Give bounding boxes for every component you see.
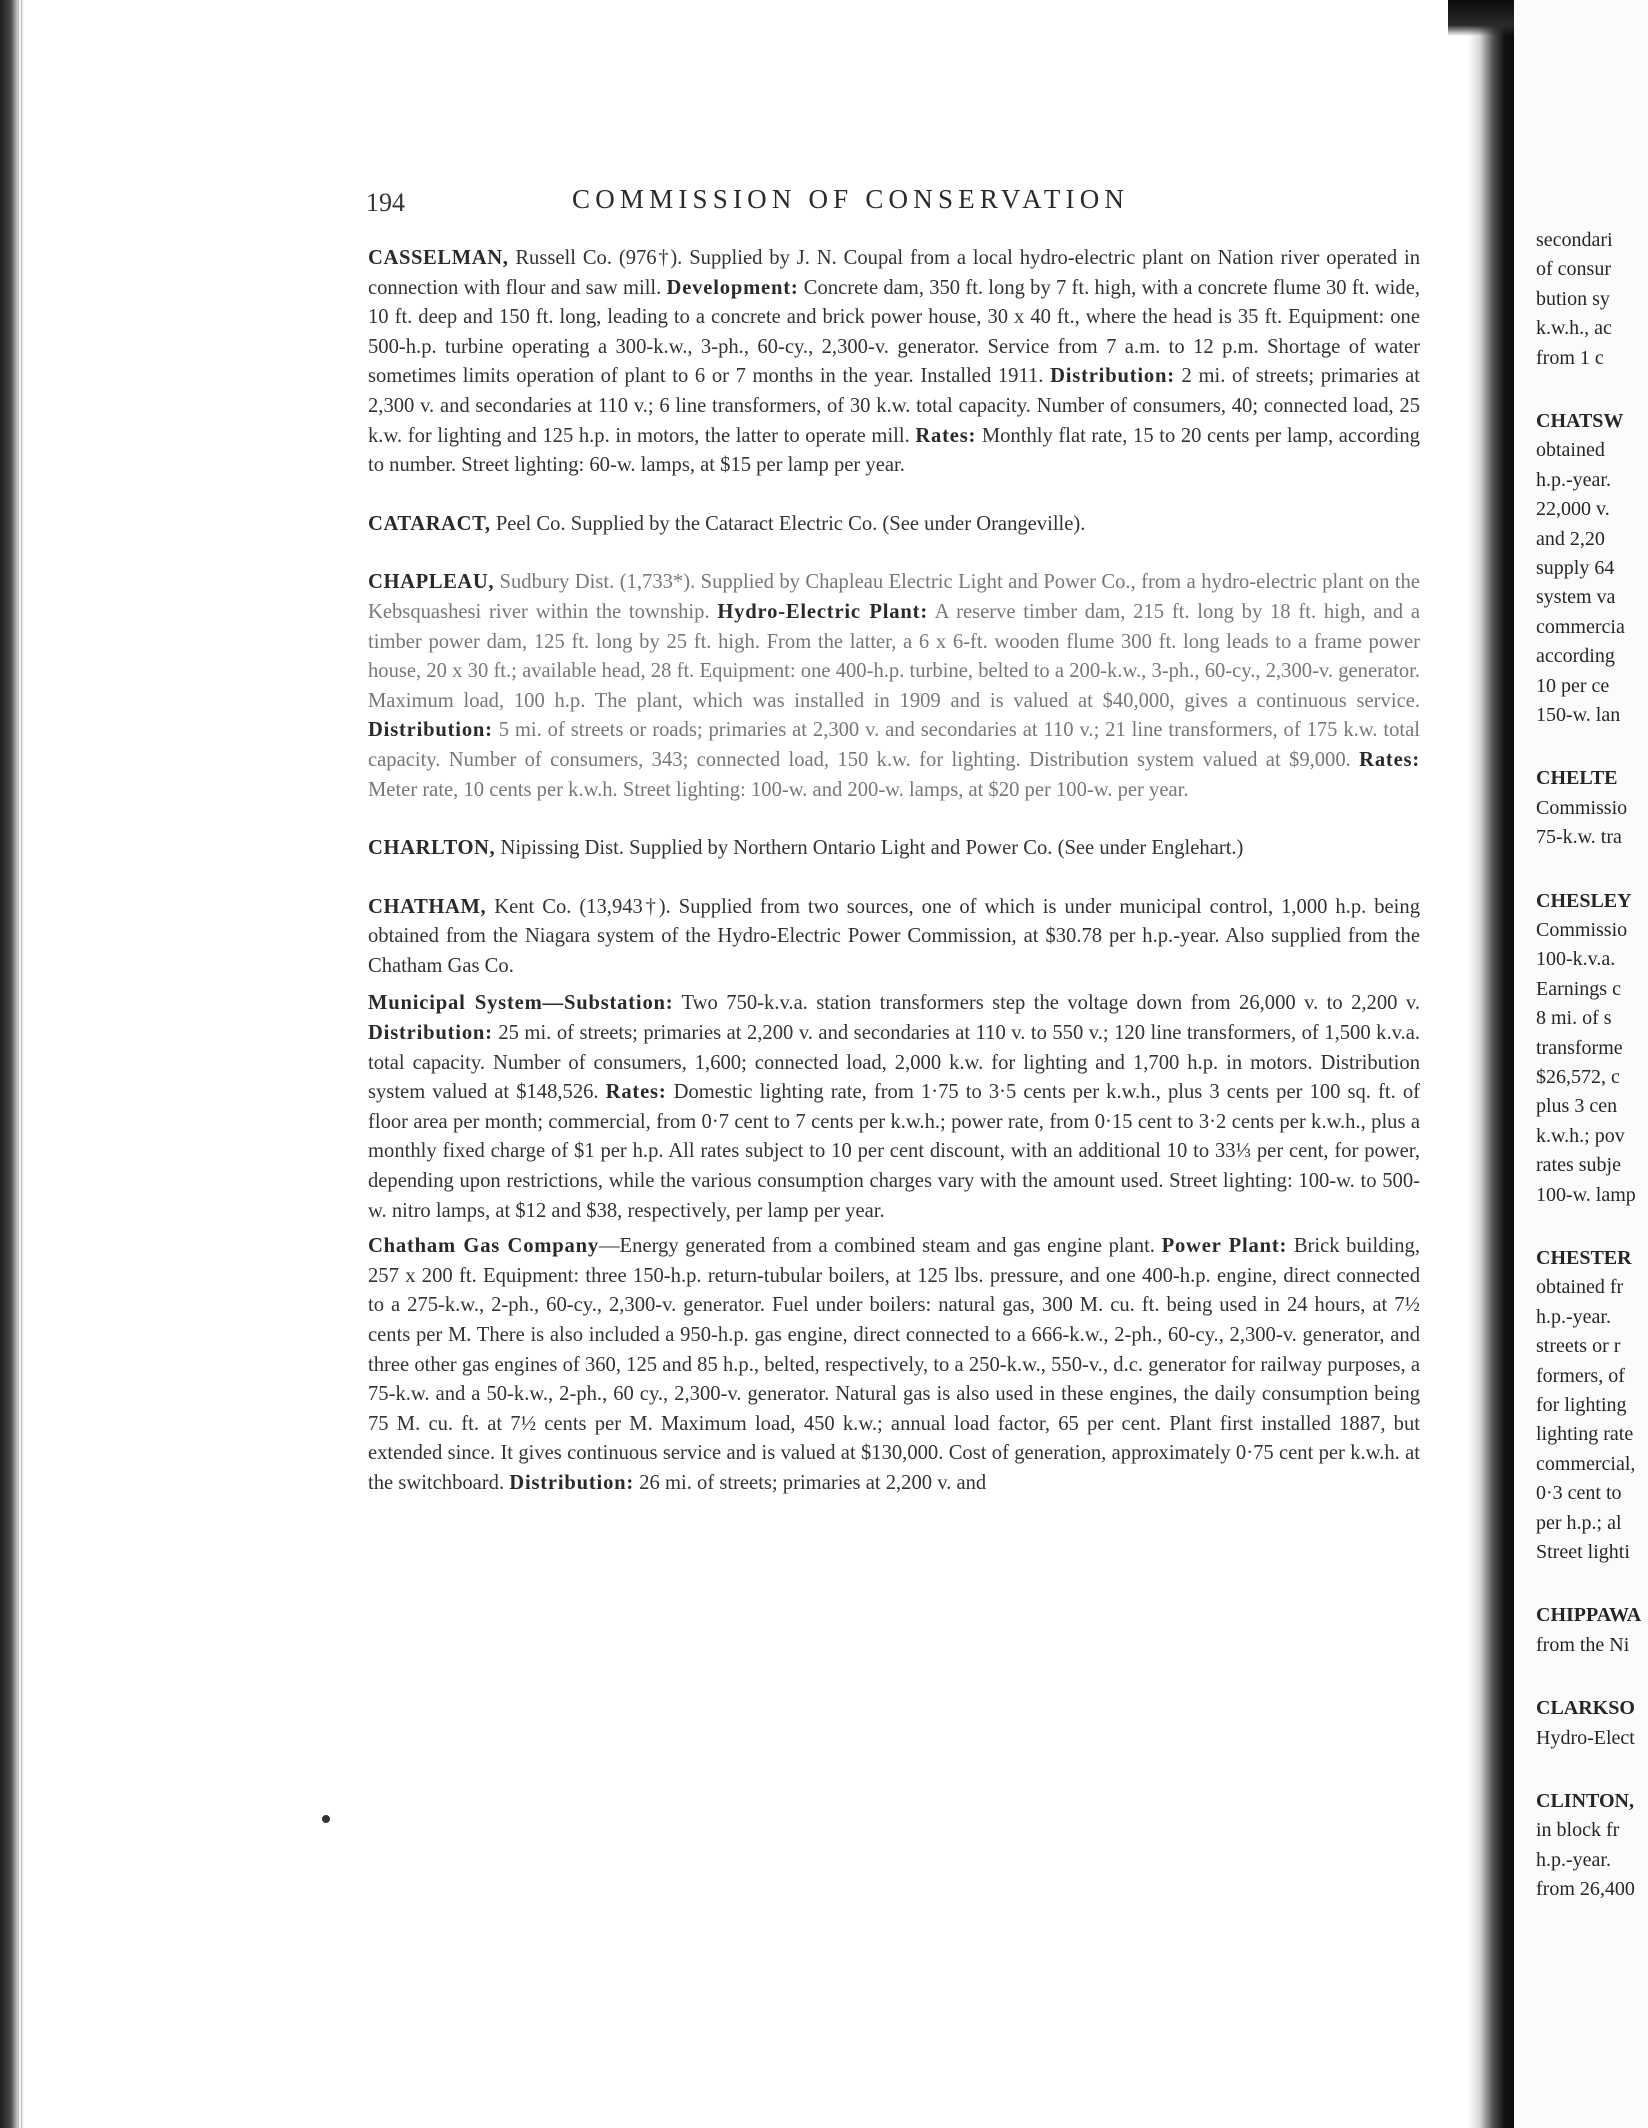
entry-text: Nipissing Dist. Supplied by Northern Ontario Light and Power Co. (See under Englehart.) [495, 837, 1244, 860]
chatham-municipal-system [368, 989, 1420, 1226]
facing-page-line: $26,572, c [1536, 1066, 1620, 1088]
entry-text: 2 mi. of streets; primaries at 2,300 v. and secondaries at 110 v.; 6 line transformers, of 30 k.w. total capacity. Number of consumers, 40; connected load, 25 k.w. for lighting and 125 h.p. in motors, the latter to operate mill. [368, 365, 1420, 447]
facing-page-line: commercial, [1536, 1452, 1636, 1475]
entry-title: CHAPLEAU, [368, 571, 495, 594]
facing-page-line: per h.p.; al [1536, 1511, 1622, 1534]
entry-chapleau [368, 568, 1420, 805]
facing-page-line: CHESTER [1536, 1247, 1632, 1269]
page-body [368, 244, 1420, 1499]
facing-page-line: commercia [1536, 615, 1625, 638]
section-label: Power Plant: [1161, 1235, 1288, 1258]
facing-page-line: h.p.-year. [1536, 1305, 1611, 1328]
book-edge-left [0, 0, 18, 2128]
facing-page-line: from 1 c [1536, 346, 1604, 369]
facing-page-line: h.p.-year. [1536, 468, 1611, 491]
facing-page-line: Earnings c [1536, 977, 1621, 1000]
facing-page-line: of consur [1536, 258, 1611, 281]
section-label: Distribution: [509, 1471, 635, 1494]
section-label: Distribution: [1050, 365, 1175, 388]
facing-page-line: CHIPPAWA [1536, 1604, 1642, 1627]
section-label: Rates: [915, 424, 977, 447]
facing-page-line: 150-w. lan [1536, 704, 1621, 726]
facing-page-line: Street lighti [1536, 1541, 1630, 1563]
section-label: Distribution: [368, 719, 493, 742]
section-label: Chatham Gas Company [368, 1235, 599, 1258]
facing-page-line: 10 per ce [1536, 674, 1610, 697]
facing-page-line: CHATSW [1536, 410, 1624, 432]
entry-text: Monthly flat rate, 15 to 20 cents per lamp, according to number. Street lighting: 60-w. lamps, at $15 per lamp per year. [368, 424, 1420, 477]
entry-text: Kent Co. (13,943†). Supplied from two sources, one of which is under municipal control, 1,000 h.p. being obtained from the Niagara system of the Hydro-Electric Power Commission, at $30.78 per h.p.-year. Also supplied from the Chatham Gas Co. [368, 895, 1420, 977]
chatham-gas-company [368, 1232, 1420, 1498]
entry-text: 5 mi. of streets or roads; primaries at 2,300 v. and secondaries at 110 v.; 21 line transformers, of 175 k.w. total capacity. Number of consumers, 343; connected load, 150 k.w. for lighting. Distribution system valued at $9,000. [368, 719, 1420, 771]
facing-page-line: h.p.-year. [1536, 1848, 1611, 1871]
facing-page-line: for lighting [1536, 1394, 1627, 1416]
facing-page-line: lighting rate [1536, 1423, 1634, 1446]
page-number: 194 [366, 188, 405, 217]
section-label: Distribution: [368, 1022, 493, 1045]
facing-page-line: Commissio [1536, 796, 1628, 819]
section-label: Municipal System—Substation: [368, 992, 674, 1015]
facing-page-line: rates subje [1536, 1154, 1621, 1177]
facing-page-line: Commissio [1536, 919, 1628, 941]
entry-text: Meter rate, 10 cents per k.w.h. Street lighting: 100-w. and 200-w. lamps, at $20 per 100-w. per year. [368, 778, 1189, 801]
facing-page-line: obtained fr [1536, 1276, 1624, 1299]
entry-title: CHARLTON, [368, 837, 496, 860]
entry-charlton [368, 834, 1420, 864]
entry-title: CHATHAM, [368, 895, 487, 918]
facing-page-line: 75-k.w. tra [1536, 826, 1622, 849]
page-header [366, 184, 1426, 218]
entry-text: Brick building, 257 x 200 ft. Equipment: three 150-h.p. return-tubular boilers, at 125 lbs. pressure, and one 400-h.p. engine, direct connected to a 275-k.w., 2-ph., 60-cy., 2,300-v. generator. Fuel under boilers: natural gas, 300 M. cu. ft. being used in 24 hours, at 7½ cents per M. There is also included a 950-h.p. gas engine, direct connected to a 666-k.w., 2-ph., 60-cy., 2,300-v. generator, and three other gas engines of 360, 125 and 85 h.p., belted, respectively, to a 250-k.w., 550-v., d.c. generator for railway purposes, a 75-k.w. and a 50-k.w., 2-ph., 60 cy., 2,300-v. generator. Natural gas is also used in these engines, the daily consumption being 75 M. cu. ft. at 7½ cents per M. Maximum load, 450 k.w.; annual load factor, 65 per cent. Plant first installed 1887, but extended since. It gives continuous service and is valued at $130,000. Cost of generation, approximately 0·75 cent per k.w.h. at the switchboard. [368, 1235, 1420, 1494]
facing-page-line: in block fr [1536, 1819, 1620, 1842]
entry-title: CATARACT, [368, 512, 491, 535]
facing-page-line: obtained [1536, 439, 1605, 462]
facing-page-line: according [1536, 645, 1615, 668]
facing-page-line: bution sy [1536, 287, 1610, 310]
facing-page [1514, 0, 1648, 2128]
entry-casselman [368, 244, 1420, 481]
entry-text: Russell Co. (976†). Supplied by J. N. Coupal from a local hydro-electric plant on Nation river operated in connection with flour and saw mill. [368, 247, 1420, 299]
facing-page-line: transforme [1536, 1036, 1623, 1059]
entry-text: Concrete dam, 350 ft. long by 7 ft. high, with a concrete flume 30 ft. wide, 10 ft. deep and 150 ft. long, leading to a concrete and brick power house, 30 x 40 ft., where the head is 35 ft. Equipment: one 500-h.p. turbine operating a 300-k.w., 3-ph., 60-cy., 2,300-v. generator. Service from 7 a.m. to 12 p.m. Shortage of water sometimes limits operation of plant to 6 or 7 months in the year. Installed 1911. [368, 276, 1420, 388]
facing-page-line: CLARKSO [1536, 1697, 1635, 1720]
facing-page-line: k.w.h., ac [1536, 317, 1612, 340]
facing-page-line: streets or r [1536, 1335, 1621, 1358]
entry-text: —Energy generated from a combined steam and gas engine plant. [598, 1235, 1162, 1258]
entry-text: Sudbury Dist. (1,733*). Supplied by Chapleau Electric Light and Power Co., from a hydro-electric plant on the Kebsquashesi river within the township. [368, 571, 1420, 623]
entry-text: 26 mi. of streets; primaries at 2,200 v. and [634, 1471, 987, 1494]
entry-text: 25 mi. of streets; primaries at 2,200 v. and secondaries at 110 v. to 550 v.; 120 line transformers, of 1,500 k.v.a. total capacity. Number of consumers, 1,600; connected load, 2,000 k.w. for lighting and 1,700 h.p. in motors. Distribution system valued at $148,526. [368, 1022, 1420, 1104]
section-label: Rates: [605, 1081, 667, 1104]
section-label: Development: [666, 276, 799, 299]
facing-page-line: k.w.h.; pov [1536, 1124, 1625, 1147]
facing-page-line: system va [1536, 586, 1616, 609]
facing-page-line: from 26,400 [1536, 1878, 1635, 1901]
facing-page-line: Hydro-Elect [1536, 1726, 1635, 1749]
facing-page-line: 0·3 cent to [1536, 1482, 1622, 1505]
section-label: Rates: [1359, 748, 1420, 771]
section-label: Hydro-Electric Plant: [717, 600, 928, 623]
entry-text: Peel Co. Supplied by the Cataract Electric Co. (See under Orangeville). [490, 512, 1086, 535]
entry-text: Two 750-k.v.a. station transformers step the voltage down from 26,000 v. to 2,200 v. [673, 992, 1420, 1015]
facing-page-line: secondari [1536, 229, 1613, 251]
facing-page-line: supply 64 [1536, 557, 1615, 579]
facing-page-line: 22,000 v. [1536, 498, 1610, 521]
facing-page-line: and 2,20 [1536, 527, 1605, 550]
facing-page-line: 100-w. lamp [1536, 1183, 1636, 1206]
facing-page-line: 100-k.v.a. [1536, 948, 1616, 971]
facing-page-line: CHESLEY [1536, 889, 1632, 912]
facing-page-line: formers, of [1536, 1364, 1625, 1387]
entry-text: Domestic lighting rate, from 1·75 to 3·5 cents per k.w.h., plus 3 cents per 100 sq. ft. of floor area per month; commercial, from 0·7 cent to 7 cents per k.w.h.; power rate, from 0·15 cent to 3·2 cents per k.w.h., plus a monthly fixed charge of $1 per h.p. All rates subject to 10 per cent discount, with an additional 10 to 33⅓ per cent, for power, depending upon restrictions, while the various consumption charges vary with the amount used. Street lighting: 100-w. to 500-w. nitro lamps, at $12 and $38, respectively, per lamp per year. [368, 1081, 1420, 1222]
entry-cataract [368, 510, 1420, 540]
book-gutter [1468, 0, 1514, 2128]
margin-dot [322, 1815, 330, 1823]
page-stack-edge [18, 0, 24, 2128]
running-head: COMMISSION OF CONSERVATION [572, 184, 1130, 214]
entry-text: A reserve timber dam, 215 ft. long by 18 ft. high, and a timber power dam, 125 ft. long by 25 ft. high. From the latter, a 6 x 6-ft. wooden flume 300 ft. long leads to a frame power house, 20 x 30 ft.; available head, 28 ft. Equipment: one 400-h.p. turbine, belted to a 200-k.w., 3-ph., 60-cy., 2,300-v. generator. Maximum load, 100 h.p. The plant, which was installed in 1909 and is valued at $40,000, gives a continuous service. [368, 600, 1420, 712]
facing-page-line: from the Ni [1536, 1633, 1630, 1656]
entry-chatham [368, 893, 1420, 982]
facing-page-line: 8 mi. of s [1536, 1007, 1612, 1030]
facing-page-line: CLINTON, [1536, 1790, 1634, 1812]
facing-page-line: CHELTE [1536, 767, 1618, 790]
entry-title: CASSELMAN, [368, 247, 509, 269]
facing-page-line: plus 3 cen [1536, 1095, 1618, 1118]
